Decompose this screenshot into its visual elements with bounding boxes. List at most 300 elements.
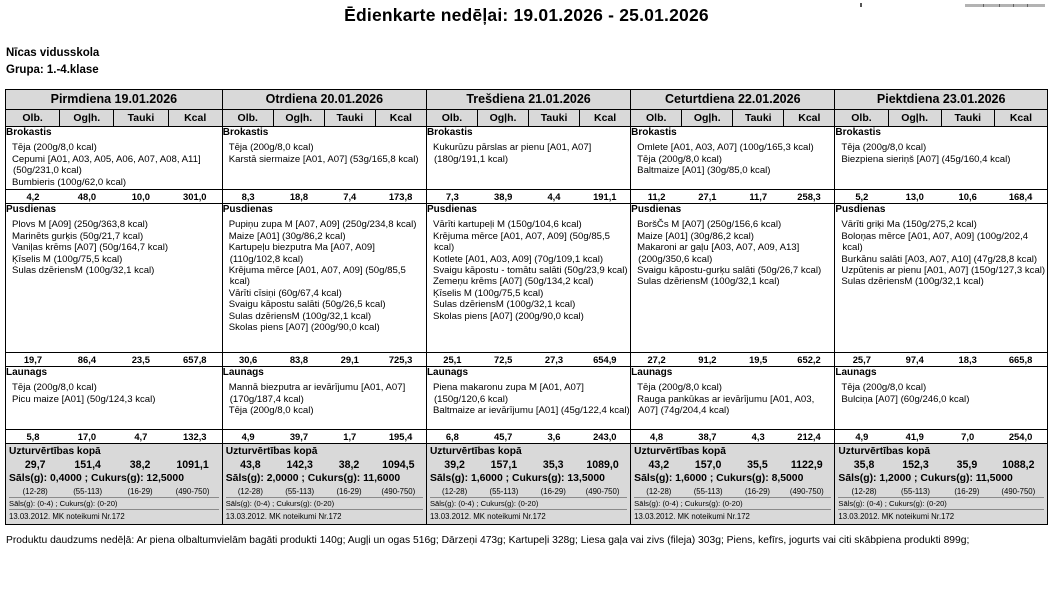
meal-cell-lunch-day3 — [631, 204, 835, 353]
nutrient-oglh-0: Ogļh. — [60, 110, 114, 126]
summary-value: 43,2 — [648, 459, 670, 471]
meal-label-snack-day0: Launags — [6, 367, 48, 378]
reference-range: (55-113) — [73, 487, 103, 496]
dish-item: Picu maize [A01] (50g/124,3 kcal) — [12, 393, 156, 405]
subtotal-value: 254,0 — [1008, 431, 1033, 442]
dish-item: Krējuma mērce [A01, A07, A09] (50g/85,5 kcal) — [228, 265, 406, 288]
print-mark-artifact — [860, 3, 862, 7]
subtotal-value: 168,4 — [1008, 191, 1033, 202]
meal-label-snack-day2: Launags — [426, 367, 469, 378]
school-name: Nīcas vidusskola — [6, 47, 100, 59]
subtotal-value: 23,5 — [131, 354, 150, 365]
subtotal-cell-breakfast-day4 — [835, 190, 1048, 204]
subtotal-value: 665,8 — [1008, 354, 1033, 365]
summary-value: 151,4 — [74, 459, 101, 471]
summary-cell-day2 — [426, 444, 630, 525]
meal-label-breakfast-day1: Brokastis — [222, 127, 269, 138]
nutrient-kcal-0: Kcal — [169, 110, 222, 126]
subtotal-row-breakfast — [6, 190, 1048, 204]
subtotal-value: 4,9 — [241, 431, 255, 442]
dish-item: Bumbieris (100g/62,0 kcal) — [12, 176, 127, 188]
subtotal-cell-snack-day2 — [426, 430, 630, 444]
meal-label-breakfast-day4: Brokastis — [835, 127, 881, 138]
reference-range: (490-750) — [789, 487, 824, 496]
summary-value: 35,5 — [747, 459, 768, 471]
subtotal-values — [6, 190, 222, 203]
subtotal-cell-breakfast-day0 — [6, 190, 223, 204]
meal-cell-snack-day4 — [835, 367, 1048, 430]
nutrient-tauki-2: Tauki — [529, 110, 580, 126]
nutrient-oglh-2: Ogļh. — [478, 110, 529, 126]
summary-value: 35,9 — [956, 459, 978, 471]
nutrient-head-cell-2 — [426, 110, 630, 127]
product-quantity-note: Produktu daudzums nedēļā: Ar piena olbaltumvielām bagāti produkti 140g; Augļi un ogas 516g; Dārzeņi 473g; Kartupeļi 328g; Liesa gaļa vai zivs (fileja) 303g; Piens, kefīrs, jogurts vai citi skābpiena produkti 899g; — [6, 534, 970, 546]
summary-value: 35,8 — [853, 459, 875, 471]
dish-item: Tēja (200g/8,0 kcal) — [228, 405, 314, 417]
dish-item: Maize [A01] (30g/86,2 kcal) — [637, 230, 754, 242]
summary-salt-sugar: Sāls(g): 1,2000 ; Cukurs(g): 11,5000 — [838, 473, 1013, 484]
meal-cell-snack-day1 — [222, 367, 426, 430]
subtotal-values — [427, 190, 630, 203]
subtotal-value: 10,0 — [131, 191, 150, 202]
reference-range: (55-113) — [285, 487, 315, 496]
subtotal-value: 25,1 — [443, 354, 462, 365]
subtotal-value: 45,7 — [494, 431, 513, 442]
dish-item: Svaigu kāpostu-gurķu salāti (50g/26,7 kcal) — [637, 265, 822, 277]
nutrient-head-cell-1 — [222, 110, 426, 127]
subtotal-value: 132,3 — [183, 431, 207, 442]
subtotal-value: 10,6 — [958, 191, 977, 202]
meal-cell-lunch-day4 — [835, 204, 1048, 353]
summary-salt-sugar-range: Sāls(g): (0-4) ; Cukurs(g): (0-20) — [9, 497, 219, 509]
reference-range: (490-750) — [1001, 487, 1036, 496]
summary-values — [838, 458, 1044, 472]
summary-block — [223, 444, 426, 524]
subtotal-value: 27,3 — [544, 354, 564, 365]
summary-salt-sugar: Sāls(g): 1,6000 ; Cukurs(g): 13,5000 — [429, 473, 605, 484]
dish-item: Makaroni ar gaļu [A03, A07, A09, A13] (200g/350,6 kcal) — [637, 242, 800, 265]
subtotal-value: 191,1 — [593, 191, 617, 202]
reference-range: (490-750) — [175, 487, 210, 496]
group-name: Grupa: 1.-4.klase — [6, 64, 99, 76]
day-header-2: Trešdiena 21.01.2026 — [426, 90, 630, 110]
reference-range: (12-28) — [442, 487, 468, 496]
reference-range: (55-113) — [901, 487, 930, 496]
summary-reference-ranges — [430, 486, 627, 497]
summary-block — [6, 444, 222, 524]
dish-item: Karstā siermaize [A01, A07] (53g/165,8 kcal) — [228, 153, 419, 165]
nutrient-tauki-3: Tauki — [733, 110, 784, 126]
subtotal-value: 29,1 — [340, 354, 359, 365]
summary-title: Uzturvērtības kopā — [634, 446, 726, 457]
subtotal-values — [223, 430, 426, 443]
summary-value: 1088,2 — [1002, 459, 1035, 471]
meal-label-breakfast-day2: Brokastis — [426, 127, 473, 138]
summary-reference-ranges — [9, 486, 219, 497]
subtotal-value: 19,7 — [23, 354, 43, 365]
summary-reference-ranges — [838, 486, 1044, 497]
subtotal-values — [631, 430, 834, 443]
nutrient-head-group-4 — [835, 110, 1047, 126]
dish-item: Bulciņa [A07] (60g/246,0 kcal) — [841, 393, 970, 405]
subtotal-values — [835, 430, 1047, 443]
organization-block — [0, 45, 1053, 79]
meal-cell-snack-day2 — [426, 367, 630, 430]
reference-range: (55-113) — [693, 487, 723, 496]
subtotal-cell-breakfast-day3 — [631, 190, 835, 204]
summary-value: 1122,9 — [790, 459, 823, 471]
subtotal-value: 3,6 — [547, 431, 561, 442]
subtotal-value: 4,2 — [26, 191, 40, 202]
subtotal-value: 17,0 — [77, 431, 97, 442]
reference-range: (16-29) — [127, 487, 153, 496]
page-title: Ēdienkarte nedēļai: 19.01.2026 - 25.01.2026 — [344, 5, 709, 25]
reference-range: (12-28) — [851, 487, 877, 496]
summary-value: 38,2 — [129, 459, 151, 471]
subtotal-value: 7,4 — [343, 191, 357, 202]
nutrient-head-group-0 — [6, 110, 222, 126]
nutrient-kcal-3: Kcal — [784, 110, 834, 126]
meal-label-lunch-day4: Pusdienas — [835, 204, 886, 215]
summary-cell-day1 — [222, 444, 426, 525]
summary-block — [835, 444, 1047, 524]
subtotal-value: 97,4 — [905, 354, 924, 365]
dish-item: Zemeņu krēms [A07] (50g/134,2 kcal) — [432, 276, 594, 288]
dish-item: Vārīti kartupeļi M (150g/104,6 kcal) — [432, 219, 582, 231]
subtotal-values — [6, 353, 222, 366]
summary-cell-day3 — [631, 444, 835, 525]
subtotal-value: 654,9 — [593, 354, 617, 365]
subtotal-value: 18,8 — [289, 191, 309, 202]
summary-regulation: 13.03.2012. MK noteikumi Nr.172 — [430, 509, 627, 522]
dish-item: Kotlete [A01, A03, A09] (70g/109,1 kcal) — [432, 253, 604, 265]
dish-item: Sulas dzēriensM (100g/32,1 kcal) — [228, 310, 372, 322]
dish-item: Sulas dzēriensM (100g/32,1 kcal) — [841, 276, 984, 288]
meal-cell-breakfast-day2 — [426, 127, 630, 190]
dish-item: Tēja (200g/8,0 kcal) — [637, 153, 722, 165]
subtotal-value: 86,4 — [77, 354, 97, 365]
reference-range: (12-28) — [646, 487, 672, 496]
dish-item: Svaigu kāpostu salāti (50g/26,5 kcal) — [228, 299, 386, 311]
summary-regulation: 13.03.2012. MK noteikumi Nr.172 — [634, 509, 831, 522]
dish-item: Vārīti griķi Ma (150g/275,2 kcal) — [841, 219, 977, 231]
nutrient-head-group-2 — [427, 110, 630, 126]
reference-range: (490-750) — [585, 487, 620, 496]
dish-item: Kukurūzu pārslas ar pienu [A01, A07] (180g/191,1 kcal) — [432, 142, 592, 165]
day-header-1: Otrdiena 20.01.2026 — [222, 90, 426, 110]
nutrient-oglh-3: Ogļh. — [682, 110, 733, 126]
dish-item: Boloņas mērce [A01, A07, A09] (100g/202,4 kcal) — [841, 230, 1029, 254]
dish-item: Omlete [A01, A03, A07] (100g/165,3 kcal) — [637, 142, 814, 154]
dish-item: Rauga pankūkas ar ievārījumu [A01, A03, A07] (74g/204,4 kcal) — [637, 393, 815, 417]
summary-salt-sugar-range: Sāls(g): (0-4) ; Cukurs(g): (0-20) — [226, 497, 423, 509]
subtotal-value: 72,5 — [494, 354, 513, 365]
summary-regulation: 13.03.2012. MK noteikumi Nr.172 — [9, 509, 219, 522]
dish-item: Marinēts gurķis (50g/21,7 kcal) — [12, 230, 144, 242]
subtotal-value: 5,2 — [855, 191, 869, 202]
summary-cell-day4 — [835, 444, 1048, 525]
nutrient-kcal-2: Kcal — [580, 110, 630, 126]
summary-value: 157,1 — [490, 459, 518, 471]
subtotal-value: 83,8 — [289, 354, 309, 365]
nutrient-olb-3: Olb. — [631, 110, 682, 126]
summary-title: Uzturvērtības kopā — [225, 446, 318, 457]
subtotal-value: 7,3 — [445, 191, 459, 202]
subtotal-value: 30,6 — [239, 354, 258, 365]
dish-item: Baltmaize ar ievārījumu [A01] (45g/122,4 kcal) — [432, 405, 630, 417]
nutrient-head-cell-3 — [631, 110, 835, 127]
subtotal-cell-snack-day4 — [835, 430, 1048, 444]
dish-item: Cepumi [A01, A03, A05, A06, A07, A08, A11] (50g/231,0 kcal) — [12, 153, 201, 177]
subtotal-cell-lunch-day1 — [222, 353, 426, 367]
summary-value: 1091,1 — [176, 459, 209, 471]
nutrient-tauki-4: Tauki — [942, 110, 995, 126]
meal-label-lunch-day1: Pusdienas — [222, 204, 273, 215]
meal-label-breakfast-day0: Brokastis — [6, 127, 52, 138]
summary-reference-ranges — [634, 486, 831, 497]
subtotal-cell-breakfast-day1 — [222, 190, 426, 204]
dish-item: Krējuma mērce [A01, A07, A09] (50g/85,5 kcal) — [432, 230, 611, 254]
summary-block — [427, 444, 630, 524]
summary-title: Uzturvērtības kopā — [9, 446, 101, 457]
dish-item: Vaniļas krēms [A07] (50g/164,7 kcal) — [12, 242, 169, 254]
subtotal-value: 8,3 — [241, 191, 255, 202]
subtotal-value: 212,4 — [797, 431, 821, 442]
nutrient-olb-4: Olb. — [835, 110, 888, 126]
summary-value: 35,3 — [542, 459, 564, 471]
subtotal-values — [223, 190, 426, 203]
subtotal-values — [835, 353, 1047, 366]
day-header-0: Pirmdiena 19.01.2026 — [6, 90, 223, 110]
meal-cell-lunch-day2 — [426, 204, 630, 353]
nutrient-oglh-4: Ogļh. — [889, 110, 942, 126]
dish-item: Baltmaize [A01] (30g/85,0 kcal) — [637, 165, 771, 177]
subtotal-values — [835, 190, 1047, 203]
dish-item: Tēja (200g/8,0 kcal) — [841, 382, 927, 394]
subtotal-value: 18,3 — [958, 354, 977, 365]
dish-item: Tēja (200g/8,0 kcal) — [841, 142, 927, 154]
subtotal-cell-snack-day1 — [222, 430, 426, 444]
subtotal-values — [427, 430, 630, 443]
dish-item: Burkānu salāti [A03, A07, A10] (47g/28,8 kcal) — [841, 253, 1038, 265]
subtotal-value: 48,0 — [77, 191, 97, 202]
meal-cell-snack-day0 — [6, 367, 223, 430]
subtotal-cell-breakfast-day2 — [426, 190, 630, 204]
dish-item: Piena makaronu zupa M [A01, A07] (150g/120,6 kcal) — [432, 382, 584, 405]
summary-regulation: 13.03.2012. MK noteikumi Nr.172 — [226, 509, 423, 522]
reference-range: (12-28) — [22, 487, 48, 496]
meal-cell-breakfast-day0 — [6, 127, 223, 190]
summary-values — [226, 458, 423, 472]
nutrient-olb-2: Olb. — [427, 110, 478, 126]
subtotal-cell-snack-day3 — [631, 430, 835, 444]
dish-item: Tēja (200g/8,0 kcal) — [12, 142, 97, 154]
subtotal-value: 5,8 — [26, 431, 40, 442]
summary-cell-day0 — [6, 444, 223, 525]
meal-label-lunch-day0: Pusdienas — [6, 204, 57, 215]
subtotal-value: 4,8 — [650, 431, 664, 442]
dish-item: Uzpūtenis ar pienu [A01, A07] (150g/127,3 kcal) — [841, 265, 1046, 277]
summary-salt-sugar: Sāls(g): 2,0000 ; Cukurs(g): 11,6000 — [225, 473, 401, 484]
summary-value: 39,2 — [444, 459, 465, 471]
subtotal-values — [6, 430, 222, 443]
meal-label-breakfast-day3: Brokastis — [631, 127, 677, 138]
subtotal-value: 25,7 — [852, 354, 871, 365]
subtotal-value: 258,3 — [797, 191, 821, 202]
subtotal-row-snack — [6, 430, 1048, 444]
dish-item: BoršČs M [A07] (250g/156,6 kcal) — [637, 219, 782, 231]
dish-item: Biezpiena sieriņš [A07] (45g/160,4 kcal) — [841, 153, 1011, 165]
nutrient-head-group-3 — [631, 110, 834, 126]
summary-values — [9, 458, 219, 472]
dish-item: Sulas dzēriensM (100g/32,1 kcal) — [637, 276, 780, 288]
summary-salt-sugar-range: Sāls(g): (0-4) ; Cukurs(g): (0-20) — [634, 497, 831, 509]
dish-item: Tēja (200g/8,0 kcal) — [12, 382, 97, 394]
subtotal-cell-lunch-day0 — [6, 353, 223, 367]
day-header-4: Piektdiena 23.01.2026 — [835, 90, 1048, 110]
subtotal-value: 4,4 — [547, 191, 561, 202]
nutrient-head-group-1 — [223, 110, 426, 126]
day-header-3: Ceturtdiena 22.01.2026 — [631, 90, 835, 110]
dish-item: Svaigu kāpostu - tomātu salāti (50g/23,9 kcal) — [432, 265, 628, 277]
nutrient-tauki-1: Tauki — [325, 110, 376, 126]
nutrient-olb-0: Olb. — [6, 110, 60, 126]
nutrient-tauki-0: Tauki — [114, 110, 168, 126]
summary-block — [631, 444, 834, 524]
reference-range: (12-28) — [237, 487, 263, 496]
subtotal-value: 301,0 — [183, 191, 207, 202]
subtotal-cell-lunch-day3 — [631, 353, 835, 367]
dish-item: Skolas piens [A07] (200g/90,0 kcal) — [228, 322, 380, 334]
summary-salt-sugar-range: Sāls(g): (0-4) ; Cukurs(g): (0-20) — [838, 497, 1044, 509]
summary-value: 29,7 — [24, 459, 46, 471]
dish-item: Pupiņu zupa M [A07, A09] (250g/234,8 kcal) — [228, 219, 417, 231]
reference-range: (490-750) — [381, 487, 416, 496]
meal-row-lunch — [6, 204, 1048, 353]
dish-item: Tēja (200g/8,0 kcal) — [228, 142, 314, 154]
nutrient-olb-1: Olb. — [223, 110, 274, 126]
subtotal-value: 195,4 — [388, 431, 413, 442]
dish-item: Ķīselis M (100g/75,5 kcal) — [12, 253, 123, 265]
dish-item: Ķīselis M (100g/75,5 kcal) — [432, 287, 544, 299]
meal-row-snack — [6, 367, 1048, 430]
subtotal-cell-lunch-day4 — [835, 353, 1048, 367]
subtotal-values — [631, 353, 834, 366]
subtotal-cell-snack-day0 — [6, 430, 223, 444]
subtotal-value: 13,0 — [905, 191, 924, 202]
nutrient-head-cell-0 — [6, 110, 223, 127]
nutrient-header-row — [6, 110, 1048, 127]
day-header-row — [6, 90, 1048, 110]
summary-value: 38,2 — [338, 459, 360, 471]
dish-item: Kartupeļu biezputra Ma [A07, A09] (110g/102,8 kcal) — [228, 242, 375, 265]
subtotal-value: 4,7 — [134, 431, 148, 442]
reference-range: (16-29) — [744, 487, 771, 496]
meal-cell-breakfast-day1 — [222, 127, 426, 190]
subtotal-value: 19,5 — [749, 354, 768, 365]
subtotal-value: 38,7 — [698, 431, 717, 442]
summary-value: 157,0 — [694, 459, 722, 471]
reference-range: (16-29) — [954, 487, 980, 496]
summary-values — [430, 458, 627, 472]
subtotal-value: 41,9 — [905, 431, 924, 442]
subtotal-values — [223, 353, 426, 366]
summary-value: 1089,0 — [586, 459, 619, 471]
subtotal-value: 7,0 — [961, 431, 975, 442]
summary-value: 142,3 — [286, 459, 313, 471]
nutrient-oglh-1: Ogļh. — [274, 110, 325, 126]
subtotal-value: 725,3 — [388, 354, 413, 365]
summary-regulation: 13.03.2012. MK noteikumi Nr.172 — [838, 509, 1044, 522]
summary-salt-sugar: Sāls(g): 1,6000 ; Cukurs(g): 8,5000 — [634, 473, 804, 484]
summary-row — [6, 444, 1048, 525]
meal-cell-snack-day3 — [631, 367, 835, 430]
nutrient-head-cell-4 — [835, 110, 1048, 127]
dish-item: Tēja (200g/8,0 kcal) — [637, 382, 722, 394]
nutrient-kcal-4: Kcal — [995, 110, 1047, 126]
meal-label-snack-day4: Launags — [835, 367, 877, 378]
subtotal-value: 27,1 — [698, 191, 717, 202]
subtotal-value: 11,7 — [749, 191, 768, 202]
dish-item: Skolas piens [A07] (200g/90,0 kcal) — [432, 310, 584, 322]
subtotal-value: 11,2 — [647, 191, 666, 202]
subtotal-values — [427, 353, 630, 366]
meal-label-snack-day3: Launags — [631, 367, 673, 378]
meal-label-lunch-day2: Pusdienas — [426, 204, 477, 215]
weekly-menu-table — [5, 89, 1048, 525]
menu-body — [6, 127, 1048, 525]
subtotal-value: 27,2 — [647, 354, 666, 365]
subtotal-value: 38,9 — [494, 191, 513, 202]
summary-salt-sugar: Sāls(g): 0,4000 ; Cukurs(g): 12,5000 — [9, 473, 184, 484]
meal-cell-lunch-day0 — [6, 204, 223, 353]
subtotal-row-lunch — [6, 353, 1048, 367]
summary-value: 1094,5 — [382, 459, 415, 471]
summary-value: 43,8 — [240, 459, 261, 471]
subtotal-value: 4,9 — [855, 431, 869, 442]
meal-row-breakfast — [6, 127, 1048, 190]
summary-salt-sugar-range: Sāls(g): (0-4) ; Cukurs(g): (0-20) — [430, 497, 627, 509]
dish-item: Sulas dzēriensM (100g/32,1 kcal) — [432, 299, 576, 311]
print-ruler-artifact — [965, 4, 1045, 7]
meal-cell-breakfast-day3 — [631, 127, 835, 190]
subtotal-value: 243,0 — [593, 431, 617, 442]
dish-item: Maize [A01] (30g/86,2 kcal) — [228, 230, 346, 242]
subtotal-value: 39,7 — [289, 431, 309, 442]
reference-range: (55-113) — [489, 487, 519, 496]
summary-reference-ranges — [226, 486, 423, 497]
subtotal-value: 6,8 — [445, 431, 459, 442]
summary-value: 152,3 — [902, 459, 929, 471]
reference-range: (16-29) — [540, 487, 566, 496]
subtotal-values — [631, 190, 834, 203]
nutrient-kcal-1: Kcal — [376, 110, 426, 126]
dish-item: Mannā biezputra ar ievārījumu [A01, A07] (170g/187,4 kcal) — [228, 382, 406, 405]
dish-item: Plovs M [A09] (250g/363,8 kcal) — [12, 219, 148, 231]
meal-cell-breakfast-day4 — [835, 127, 1048, 190]
meal-label-lunch-day3: Pusdienas — [631, 204, 682, 215]
subtotal-value: 173,8 — [388, 191, 413, 202]
reference-range: (16-29) — [336, 487, 362, 496]
meal-cell-lunch-day1 — [222, 204, 426, 353]
summary-title: Uzturvērtības kopā — [838, 446, 931, 457]
subtotal-value: 652,2 — [797, 354, 821, 365]
dish-item: Vārīti cīsiņi (60g/67,4 kcal) — [228, 287, 342, 299]
summary-title: Uzturvērtības kopā — [429, 446, 522, 457]
subtotal-value: 4,3 — [751, 431, 765, 442]
summary-values — [634, 458, 831, 472]
subtotal-value: 657,8 — [183, 354, 207, 365]
